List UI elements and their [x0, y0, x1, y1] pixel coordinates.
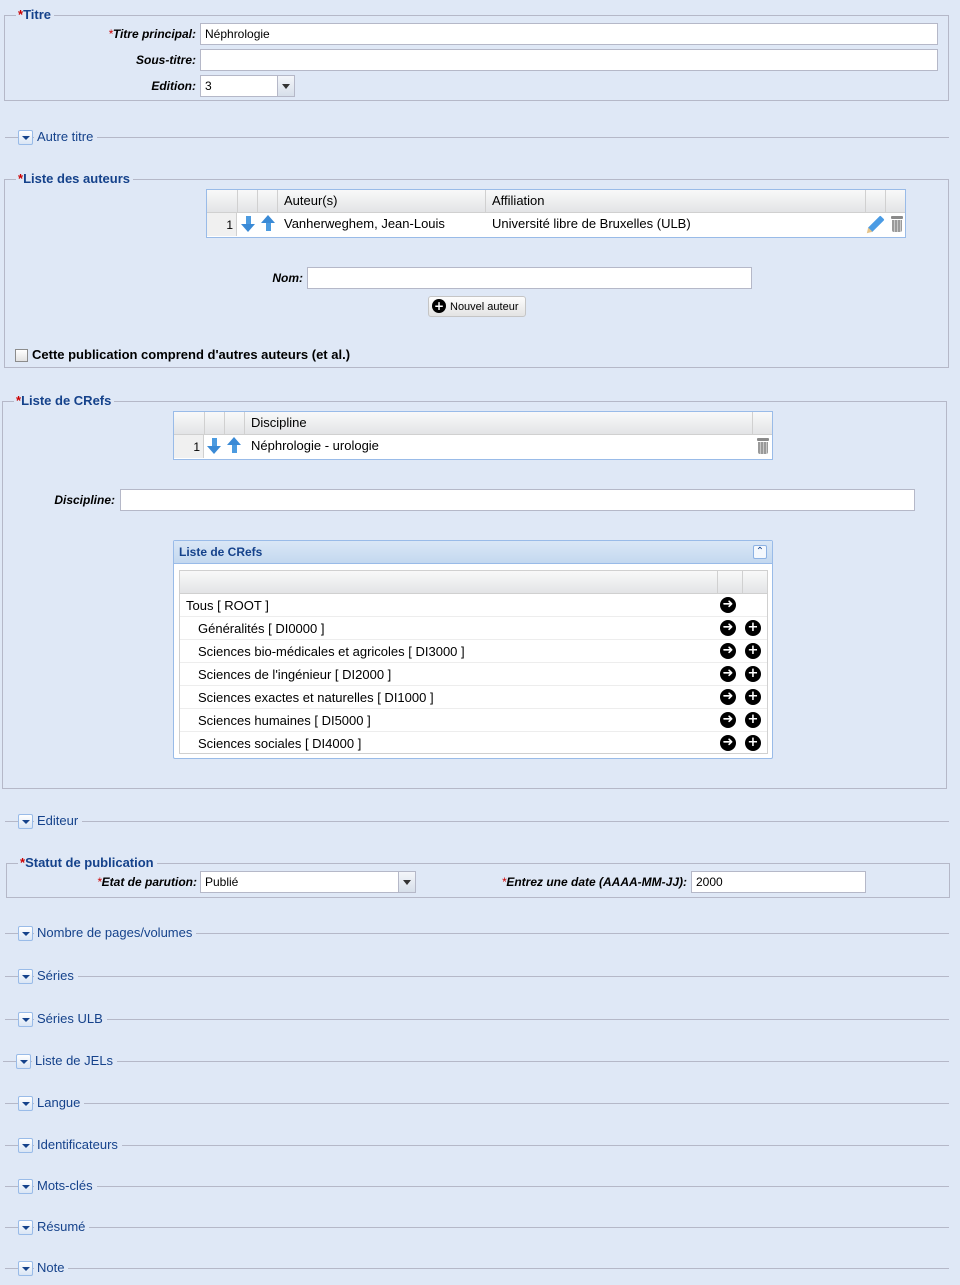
- et-al-label[interactable]: Cette publication comprend d'autres auteurs (et al.): [32, 347, 351, 362]
- date-label: [502, 873, 687, 891]
- date-label-text: Entrez une date (AAAA-MM-JJ):: [506, 875, 687, 889]
- statut-legend-text: Statut de publication: [25, 855, 154, 870]
- tree-row-label: Sciences humaines [ DI5000 ]: [198, 713, 371, 728]
- auteurs-legend-text: Liste des auteurs: [23, 171, 130, 186]
- divider: [5, 821, 949, 822]
- titre-principal-label: [108, 25, 196, 43]
- nom-label: Nom:: [272, 271, 303, 285]
- header-up: [225, 412, 245, 435]
- header-rownum: [207, 190, 238, 213]
- edition-label: Edition:: [151, 79, 196, 93]
- header-rownum: [174, 412, 205, 435]
- crefs-tree-panel: [173, 540, 773, 759]
- row-number: 1: [207, 213, 237, 236]
- plus-circle-icon[interactable]: +: [745, 620, 761, 636]
- required-mark: *: [18, 171, 24, 186]
- tree-row[interactable]: [180, 732, 767, 755]
- section-jels[interactable]: [3, 1051, 949, 1071]
- auteurs-legend: [16, 171, 133, 187]
- et-al-checkbox[interactable]: [15, 349, 28, 362]
- required-mark: *: [18, 7, 24, 22]
- header-down: [238, 190, 258, 213]
- resume-label[interactable]: Résumé: [34, 1218, 89, 1236]
- series-ulb-label[interactable]: Séries ULB: [34, 1010, 107, 1028]
- author-affiliation: Université libre de Bruxelles (ULB): [492, 216, 691, 231]
- section-note[interactable]: [5, 1258, 949, 1278]
- required-mark: *: [501, 875, 507, 889]
- divider: [5, 137, 949, 138]
- discipline-label: Discipline:: [54, 493, 115, 507]
- chevron-down-icon[interactable]: [277, 76, 294, 96]
- langue-label[interactable]: Langue: [34, 1094, 84, 1112]
- tree-row[interactable]: [180, 640, 767, 663]
- header-auteurs[interactable]: Auteur(s): [278, 190, 486, 213]
- nouvel-auteur-label: Nouvel auteur: [450, 301, 519, 313]
- divider: [3, 1061, 949, 1062]
- crefs-grid: [173, 411, 773, 460]
- tree-row-label: Sciences de l'ingénieur [ DI2000 ]: [198, 667, 392, 682]
- section-mots-cles[interactable]: [5, 1176, 949, 1196]
- chevron-down-icon[interactable]: [18, 1012, 33, 1027]
- tree-row[interactable]: [180, 709, 767, 732]
- nouvel-auteur-button[interactable]: [428, 296, 526, 317]
- divider: [5, 1103, 949, 1104]
- chevron-down-icon[interactable]: [18, 1179, 33, 1194]
- arrow-down-icon[interactable]: [240, 215, 256, 233]
- crefs-legend-text: Liste de CRefs: [21, 393, 112, 408]
- header-delete: [886, 190, 906, 213]
- divider: [742, 571, 743, 594]
- section-editeur[interactable]: [5, 811, 949, 831]
- edition-select[interactable]: [200, 75, 295, 97]
- titre-legend-text: Titre: [23, 7, 51, 22]
- chevron-down-icon[interactable]: [398, 872, 415, 892]
- arrow-up-icon[interactable]: [226, 437, 242, 455]
- chevron-down-icon[interactable]: [18, 1096, 33, 1111]
- chevron-down-icon[interactable]: [18, 1261, 33, 1276]
- crefs-tree-grid: [179, 570, 768, 754]
- trash-icon[interactable]: [756, 438, 770, 454]
- etat-select[interactable]: [200, 871, 416, 893]
- tree-row-label: Généralités [ DI0000 ]: [198, 621, 325, 636]
- divider: [5, 1186, 949, 1187]
- section-resume[interactable]: [5, 1217, 949, 1237]
- section-autre-titre[interactable]: [5, 127, 949, 147]
- chevron-down-icon[interactable]: [18, 926, 33, 941]
- chevron-down-icon[interactable]: [18, 1138, 33, 1153]
- tree-row[interactable]: [180, 617, 767, 640]
- chevron-down-icon[interactable]: [18, 1220, 33, 1235]
- arrow-right-circle-icon[interactable]: ➜: [720, 689, 736, 705]
- required-mark: *: [108, 27, 113, 41]
- tree-row[interactable]: [180, 686, 767, 709]
- section-nombre-pages[interactable]: [5, 923, 949, 943]
- required-mark: *: [20, 855, 26, 870]
- plus-circle-icon[interactable]: +: [745, 666, 761, 682]
- statut-legend: [18, 855, 157, 871]
- arrow-right-circle-icon[interactable]: ➜: [720, 735, 736, 751]
- note-label[interactable]: Note: [34, 1259, 68, 1277]
- arrow-right-circle-icon[interactable]: ➜: [720, 620, 736, 636]
- titre-principal-input[interactable]: Néphrologie: [200, 23, 938, 45]
- pencil-icon[interactable]: [868, 216, 885, 233]
- crefs-grid-header: [174, 412, 772, 435]
- tree-row-label: Sciences exactes et naturelles [ DI1000 ]: [198, 690, 434, 705]
- autre-titre-label[interactable]: Autre titre: [34, 128, 97, 146]
- crefs-panel-title: Liste de CRefs: [179, 545, 263, 559]
- crefs-tree-header: [180, 571, 767, 594]
- required-mark: *: [96, 875, 102, 889]
- divider: [5, 1268, 949, 1269]
- arrow-up-icon[interactable]: [260, 215, 276, 233]
- header-affiliation[interactable]: Affiliation: [486, 190, 866, 213]
- chevron-down-icon[interactable]: [18, 130, 33, 145]
- arrow-right-circle-icon[interactable]: ➜: [720, 597, 736, 613]
- discipline-input[interactable]: [120, 489, 915, 511]
- arrow-right-circle-icon[interactable]: ➜: [720, 643, 736, 659]
- tree-row-label: Sciences bio-médicales et agricoles [ DI3000 ]: [198, 644, 465, 659]
- identificateurs-label[interactable]: Identificateurs: [34, 1136, 122, 1154]
- chevron-down-icon[interactable]: [16, 1054, 31, 1069]
- arrow-right-circle-icon[interactable]: ➜: [720, 666, 736, 682]
- section-series[interactable]: [5, 966, 949, 986]
- etat-value: Publié: [205, 875, 239, 889]
- plus-circle-icon[interactable]: +: [745, 689, 761, 705]
- divider: [5, 1145, 949, 1146]
- divider: [5, 1019, 949, 1020]
- tree-row[interactable]: [180, 594, 767, 617]
- sous-titre-label: Sous-titre:: [136, 53, 196, 67]
- header-delete: [753, 412, 773, 435]
- series-label[interactable]: Séries: [34, 967, 78, 985]
- divider: [5, 976, 949, 977]
- jels-label[interactable]: Liste de JELs: [32, 1052, 117, 1070]
- plus-circle-icon[interactable]: +: [745, 735, 761, 751]
- edition-value: 3: [205, 79, 212, 93]
- chevron-down-icon[interactable]: [18, 814, 33, 829]
- etat-label: [97, 873, 197, 891]
- etat-label-text: Etat de parution:: [101, 875, 197, 889]
- table-row[interactable]: [174, 435, 772, 458]
- divider: [717, 571, 718, 594]
- header-down: [205, 412, 225, 435]
- row-number: 1: [174, 435, 204, 458]
- titre-principal-label-text: Titre principal:: [112, 27, 196, 41]
- tree-row-label: Tous [ ROOT ]: [186, 598, 269, 613]
- header-up: [258, 190, 278, 213]
- tree-row-label: Sciences sociales [ DI4000 ]: [198, 736, 362, 751]
- collapse-up-icon[interactable]: ⌃: [753, 545, 767, 559]
- table-row[interactable]: [207, 213, 905, 236]
- required-mark: *: [16, 393, 22, 408]
- sous-titre-input[interactable]: [200, 49, 938, 71]
- divider: [5, 1227, 949, 1228]
- header-edit: [866, 190, 886, 213]
- nombre-pages-label[interactable]: Nombre de pages/volumes: [34, 924, 196, 942]
- crefs-legend: [14, 393, 114, 409]
- discipline-name: Néphrologie - urologie: [251, 438, 379, 453]
- author-name: Vanherweghem, Jean-Louis: [284, 216, 445, 231]
- plus-circle-icon: +: [433, 299, 445, 313]
- plus-circle-icon[interactable]: +: [745, 712, 761, 728]
- editeur-label[interactable]: Editeur: [34, 812, 82, 830]
- section-identificateurs[interactable]: [5, 1135, 949, 1155]
- arrow-down-icon[interactable]: [206, 437, 222, 455]
- arrow-right-circle-icon[interactable]: ➜: [720, 712, 736, 728]
- section-langue[interactable]: [5, 1093, 949, 1113]
- auteurs-grid-header: [207, 190, 905, 213]
- plus-circle-icon[interactable]: +: [745, 643, 761, 659]
- auteurs-grid: [206, 189, 906, 238]
- date-input[interactable]: 2000: [691, 871, 866, 893]
- chevron-down-icon[interactable]: [18, 969, 33, 984]
- nom-input[interactable]: [307, 267, 752, 289]
- crefs-panel-header: [174, 541, 772, 564]
- titre-legend: [16, 7, 54, 23]
- tree-row[interactable]: [180, 663, 767, 686]
- mots-cles-label[interactable]: Mots-clés: [34, 1177, 97, 1195]
- trash-icon[interactable]: [890, 216, 904, 232]
- header-discipline[interactable]: Discipline: [245, 412, 753, 435]
- section-series-ulb[interactable]: [5, 1009, 949, 1029]
